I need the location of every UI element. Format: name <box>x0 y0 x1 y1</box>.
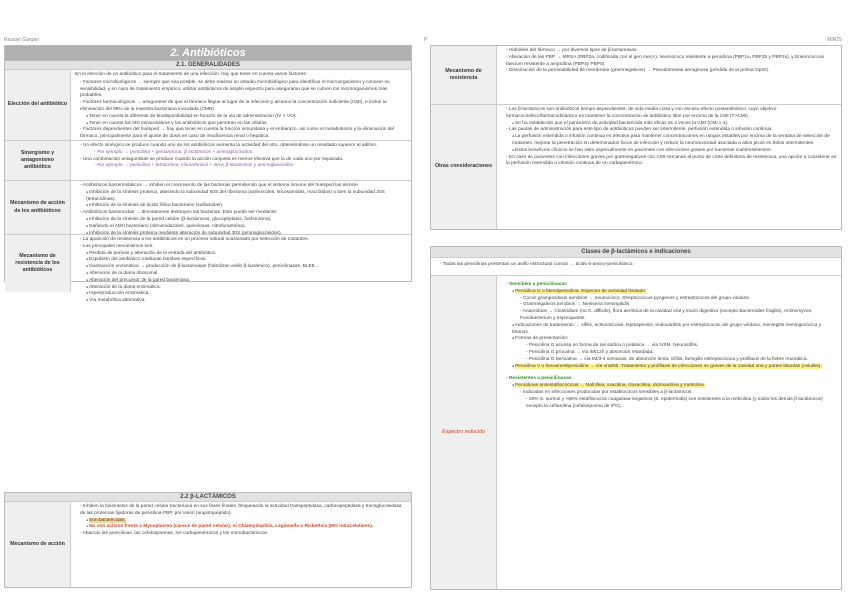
list-item: ● Dañando el ADN bacteriano (nitroimidazoles, quinolonas, nitrofurantoína). <box>80 224 407 231</box>
list-item: - Penicilina G benzatina → vía IM/3-4 semanas, de absorción lenta. Sífilis, faringitis estreptocócica y profilaxis de la fiebre reumática. <box>506 357 837 364</box>
list-item: - Penicilina G procaína → vía IM/12h y absorción retardada. <box>506 350 837 357</box>
row-mecanismo-betalactamicos <box>5 501 411 587</box>
list-item: ● Formas de presentación: <box>506 336 837 343</box>
list-item: - Abarcan las penicilinas, las cefalosporinas, los carbapenémicos y los monobactámicos. <box>80 531 407 538</box>
row-label: Mecanismo de acción de los antibióticos <box>5 181 71 234</box>
list-item: - Los principales mecanismos son: <box>80 244 407 251</box>
row-label: Elección del antibiótico <box>5 70 71 140</box>
list-item <box>506 383 837 390</box>
list-item: - Las pautas de administración para este tipo de antibióticos pueden ser intermitente, perfusión extendida o infusión continua. <box>506 127 837 134</box>
list-item: - Anaerobios → Clostridium (no C. difficile), flora aeróbica de la cavidad oral y tracto digestivo (excepto Bacteroides fragilis), Actinomyces, Fusobacterium y espiroquetas. <box>506 309 837 323</box>
list-item: - Factores farmacológicos → asegurarse de que el fármaco llegue al lugar de la infección y alcance la concentración suficiente (CMI), e incluir la eliminación del 99% de la muestra bacteriana inoculada (CMB). <box>80 100 407 114</box>
list-item: - Factores microbiológicos → siempre que sea posible, se debe realizar un estudio microbiológico para identificar el microorganismo y conocer su sensibilidad, y en caso de tratamiento empírico, utilizar antibióticos de amplio espectro para asegurarse que se cubren los microorganismos más probables. <box>80 80 407 100</box>
row-resistencia <box>431 46 841 104</box>
list-item: ● Indicaciones de tratamiento → sífilis, actinomicosis, leptospirosis, endocarditis por estreptococos del grupo viridans, meningitis meningocócica y tétanos. <box>506 323 837 337</box>
list-item: ● Alteración de la diana enzimática. <box>80 285 407 292</box>
row-espectro <box>431 275 841 589</box>
row-content <box>497 105 841 229</box>
list-item: - Por ejemplo → penicilina + gentamicina; β-lactámicos + aminoglucósidos. <box>80 150 407 157</box>
resistencia-table <box>430 45 842 230</box>
row-content <box>497 46 841 104</box>
list-item <box>506 364 837 371</box>
highlighted-text: Penicilinas antiestafilocócicas → Nafcilina, oxacilina, cloxacilina, dicloxacilina y meticilina. <box>515 383 706 389</box>
list-item: - Resistentes a penicilinasas <box>506 376 837 383</box>
list-item: ● Pérdida de porinas y alteración de la entrada del antibiótico. <box>80 251 407 258</box>
row-label: Sinergismo y antagonismo antibiótico <box>5 141 71 180</box>
list-item: - Antibióticos bacteriostáticos → inhiben el crecimiento de las bacterias permitiendo que el sistema inmune del huésped las elimine. <box>80 183 407 190</box>
row-content <box>497 276 841 589</box>
left-page <box>0 0 416 599</box>
row-content <box>71 181 411 234</box>
clases-table <box>430 246 842 590</box>
row-content <box>71 141 411 180</box>
list-item: - Todas las penicilinas presentan un anillo estructural común → ácido 6-amino-penicilánico. <box>440 262 837 269</box>
list-item: - Cocos grampositivos aerobios → neumococo, Streptococcus pyogenes y estreptococos del grupo viridans. <box>506 296 837 303</box>
list-item: - Un efecto sinérgico se produce cuando uno de los antibióticos aumenta la actividad del otro, obteniéndose un resultado superior al aditivo. <box>80 143 407 150</box>
row-content <box>71 235 411 304</box>
list-item: - Por ejemplo → penicilina + tetraciclina; cloranfenicol + otros β-lactámicos y aminoglucósidos. <box>80 163 407 170</box>
page-title: 2. Antibióticos <box>5 46 411 60</box>
highlighted-text: Son bactericidas. <box>89 517 126 523</box>
row-label: Mecanismo de resistencia <box>431 46 497 104</box>
list-item: - Indicadas en infecciones producidas por estafilococos sensibles a β-lactámicos. <box>506 390 837 397</box>
author-header: Rassan Gargan <box>4 37 40 43</box>
intro-text: En la elección de un antibiótico para el tratamiento de una infección, hay que tener en cuenta varios factores: <box>75 72 307 77</box>
section-heading: 2.1. GENERALIDADES <box>5 60 411 69</box>
list-item: ● No son activos frente a Mycoplasma (carece de pared celular), ni Chlamydophila, Legionella o Rickettsia (MO intracelulares). <box>80 524 407 531</box>
page-marker: P <box>424 37 428 43</box>
list-item: ● Tener en cuenta los MO intracelulares y los antibióticos que penetran en las células. <box>80 121 407 128</box>
row-label: Mecanismo de resistencia de los antibióticos <box>5 235 71 292</box>
list-item: - La aparición de resistencia a los antibióticos es un proceso natural ocasionado por selección de mutantes. <box>80 237 407 244</box>
highlighted-text: Penicilina V o fenoximetilpenicilina → vía oral/6h. Tratamiento y profilaxis de infecciones no graves de la cavidad oral y partes blandas (celulitis). <box>515 363 822 369</box>
list-item: ● Expulsión del antibiótico mediante bombas específicas. <box>80 257 407 264</box>
row-content <box>431 258 841 275</box>
list-item: ● Inhibición de la síntesis proteica mediante alteración de subunidad 30S (aminoglucósidos). <box>80 231 407 238</box>
list-item: ● Inactivación enzimática → producción de β-lactamasas (hidrolizan anillo β-lactámico), penicilinasas, BLEE… <box>80 264 407 271</box>
list-item <box>506 289 837 296</box>
row-mecanismo-accion <box>5 180 411 234</box>
row-eleccion <box>5 69 411 140</box>
row-intro <box>431 257 841 275</box>
list-item: ● Inhibición de la síntesis de ácido fólico bacteriano (sulfamidas). <box>80 203 407 210</box>
row-sinergismo <box>5 140 411 180</box>
list-item: ● Alteración de la diana ribosomal. <box>80 271 407 278</box>
list-item: - Una combinación antagonistas se produce cuando la acción conjunta es menos efectiva que la de cada uno por separado. <box>80 157 407 164</box>
list-item: - Antibióticos bactericidas → directamente destruyen las bacterias. Esto puede ser mediante: <box>80 210 407 217</box>
row-label: Mecanismo de acción <box>5 502 71 587</box>
list-item: ● Inhibición de la síntesis proteica, alterando la subunidad 50S del ribosoma (anfenicoles, lincosamidas, macrólidos) o bien la subunidad 30S (tetraciclinas). <box>80 190 407 204</box>
list-item: ● Inhibición de la síntesis de la pared celular (β-lactámicos, glucopéptidos, fosfomicina). <box>80 217 407 224</box>
list-item: - 20% S. aureus y >80% estafilococos coagulasa-negativos (S. epidermidis) son resistentes a la meticilina (y todos los demás β-lactámicos) excepto la ceftarolina (cefalosporina de 5ªG). <box>506 397 837 411</box>
list-item: ● La perfusión extendida o infusión continua es efectiva para mantener concentraciones en rangos estables por encima de la ventana de selección de mutantes, mejorar la penetración en determinados focos de infección y reducir la neurotoxicidad asociada a altos picos en bolos intermitentes. <box>506 134 837 148</box>
right-page <box>426 0 848 599</box>
section-heading: Clases de β-lactámicos e indicaciones <box>431 247 841 257</box>
list-item: - Penicilina G acuosa en forma de sal sódica o potásica → vía IV/IM. Neurosífilis. <box>506 343 837 350</box>
list-item: ● Estos beneficios clínicos se han visto especialmente en pacientes con infecciones graves por bacterias multirresistentes. <box>506 148 837 155</box>
list-item: ● Vía metabólica alternativa. <box>80 298 407 305</box>
list-item: - Disminución de la permeabilidad de membrana (gramnegativos) → Pseudomonas aeruginosa (pérdida de la porina OprD). <box>506 68 837 75</box>
list-item: ● Tener en cuenta la diferente de biodisponibilidad en función de la vía de administración (IV > VO). <box>80 114 407 121</box>
list-item: ● Se ha establecido que el parámetro de actividad bactericida más eficaz es 4 veces la CMI (CMI x 4). <box>506 121 837 128</box>
list-item: ● Hiperproducción enzimática. <box>80 291 407 298</box>
section-heading: 2.2 β-LACTÁMICOS <box>5 493 411 501</box>
generalidades-table <box>4 45 412 304</box>
list-item: - Factores dependientes del huésped → hay que tener en cuenta la función inmunitaria y el embarazo, así como el metabolismo y la eliminación del fármaco, principalmente para el ajuste de dosis en caso de insuficiencia renal o hepática. <box>80 127 407 141</box>
row-content <box>71 502 411 587</box>
list-item: ● Alteración del precursor de la pared bacteriana. <box>80 278 407 285</box>
list-item: - Sensibles a penicilinasas <box>506 282 837 289</box>
list-item: - Hidrólisis del fármaco → por diversos tipos de β-lactamasas. <box>506 48 837 55</box>
code-header: MIR25 <box>827 37 842 43</box>
betalactamicos-table <box>4 492 412 588</box>
list-item: - Inhiben la biosíntesis de la pared celular bacteriana en sus fases finales, bloqueando la actividad transpeptidasa, carboxipeptidasa y transglucosidasa de las proteínas fijadoras de penicilina PBP, por unión (angiotopéptido). <box>80 504 407 518</box>
list-item: - Alteración de las PBP → MRSA (PBP2a, codificada con el gen mecA), neumococo resistente a penicilina (PBP1a, PBP2b y PBP2x), y Enterococcus faecium resistente a ampicilina (PBP4y PBP5). <box>506 55 837 69</box>
row-label: Espectro reducido <box>431 276 497 589</box>
row-mecanismo-resistencia <box>5 234 411 304</box>
row-otras <box>431 104 841 229</box>
row-label: Otras consideraciones <box>431 105 497 229</box>
list-item: - En caso de pacientes con infecciones graves por gramnegativos con CMI cercanas al punto de corte definitorio de resistencia, una opción a considerar es la perfusión extendida o infusión continua de un carbapenémico. <box>506 155 837 169</box>
highlighted-text: Penicilina G o bencilpenicilina. Espectro de actividad limitado: <box>515 288 647 294</box>
list-item: - Gramnegativos aerobios → Neisseria meningitidis. <box>506 302 837 309</box>
list-item: - Los β-lactámicos son antibióticos tiempo-dependientes, de vida media corta y con escaso efecto postantibiótico, cuyo objetivo farmacocinético/farmacodinámico es mantener la concentración de antibiótico libre por encima de la CMI (T>CMI). <box>506 107 837 121</box>
row-content <box>71 70 411 140</box>
